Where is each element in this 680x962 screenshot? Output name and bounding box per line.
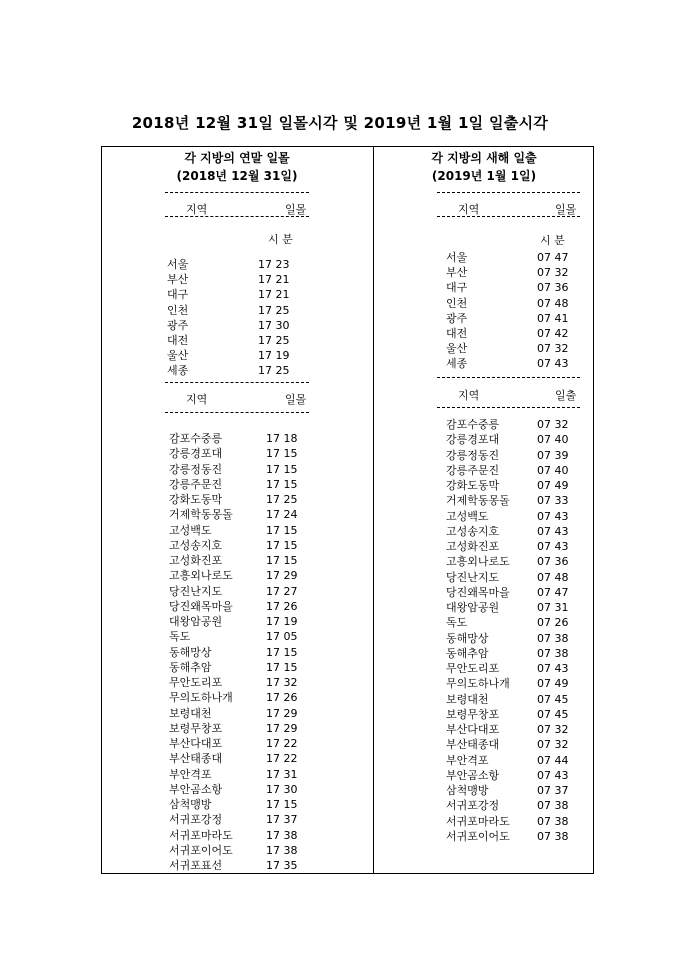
list-item <box>446 600 577 615</box>
sunset-subheading: (2018년 12월 31일) <box>176 169 298 183</box>
time-value: 17 25 <box>258 303 290 317</box>
time-value: 07 26 <box>537 616 569 630</box>
place-name: 강릉주문진 <box>446 463 500 477</box>
list-item <box>446 356 577 371</box>
time-value: 07 31 <box>537 601 569 614</box>
list-item <box>169 553 306 568</box>
list-item <box>169 690 306 705</box>
list-item <box>167 363 298 378</box>
list-item <box>167 348 298 363</box>
place-name: 고성백도 <box>446 509 489 523</box>
time-value: 17 25 <box>258 334 290 347</box>
time-value: 17 05 <box>266 630 298 644</box>
place-name: 고흥외나로도 <box>446 555 510 569</box>
time-value: 17 27 <box>266 584 298 598</box>
place-name: 부안격포 <box>446 753 489 767</box>
place-name: 강릉정동진 <box>446 448 500 462</box>
time-value: 07 49 <box>537 479 569 492</box>
list-item <box>169 645 306 660</box>
time-value: 17 29 <box>266 721 298 735</box>
place-name: 부안곰소항 <box>169 782 223 796</box>
place-name: 서귀포표선 <box>169 859 223 872</box>
place-name: 고성송지호 <box>446 524 500 538</box>
list-item <box>169 568 306 583</box>
place-name: 무의도하나개 <box>446 677 510 691</box>
time-value: 07 32 <box>537 266 569 280</box>
list-item <box>446 692 577 707</box>
list-item <box>169 660 306 675</box>
place-name: 무안도리포 <box>446 662 500 675</box>
list-item <box>169 828 306 843</box>
list-item <box>446 280 577 295</box>
time-value: 17 37 <box>266 813 298 827</box>
dashed-divider <box>437 192 580 193</box>
list-item <box>169 782 306 797</box>
time-value: 07 48 <box>537 296 569 310</box>
place-name: 보령무창포 <box>169 721 223 735</box>
list-item <box>169 797 306 812</box>
list-item <box>169 812 306 827</box>
place-name: 무안도리포 <box>169 676 223 689</box>
list-item <box>446 509 577 524</box>
place-name: 광주 <box>446 311 468 325</box>
sunrise-time-header-2: 일출 <box>555 389 577 402</box>
dashed-divider <box>437 407 580 408</box>
time-value: 17 15 <box>266 538 298 552</box>
place-name: 부산태종대 <box>446 738 500 752</box>
list-item <box>446 768 577 783</box>
time-value: 17 22 <box>266 752 298 766</box>
time-value: 07 43 <box>537 662 569 675</box>
time-value: 07 32 <box>537 723 569 736</box>
list-item <box>169 584 306 599</box>
time-value: 07 41 <box>537 311 569 325</box>
time-value: 17 29 <box>266 706 298 720</box>
time-value: 07 44 <box>537 753 569 767</box>
place-name: 부안곰소항 <box>446 768 500 782</box>
list-item <box>446 478 577 493</box>
time-value: 17 26 <box>266 599 298 613</box>
column-divider <box>373 146 374 874</box>
place-name: 인천 <box>446 296 468 310</box>
time-value: 17 21 <box>258 273 290 287</box>
place-name: 부산다대포 <box>446 723 500 736</box>
list-item <box>446 783 577 798</box>
time-value: 17 29 <box>266 569 298 583</box>
sunset-region-header: 지역 <box>186 203 208 216</box>
place-name: 대전 <box>446 327 468 340</box>
list-item <box>169 721 306 736</box>
time-value: 17 19 <box>266 615 298 628</box>
time-value: 07 49 <box>537 677 569 691</box>
place-name: 대전 <box>167 334 189 347</box>
time-value: 17 22 <box>266 737 298 750</box>
time-value: 17 19 <box>258 349 290 363</box>
sunrise-heading: 각 지방의 새해 일출 <box>431 151 537 165</box>
sunset-unit-label: 시 분 <box>268 233 293 246</box>
time-value: 17 32 <box>266 676 298 689</box>
list-item <box>169 446 306 461</box>
time-value: 17 24 <box>266 508 298 522</box>
list-item <box>169 629 306 644</box>
time-value: 17 15 <box>266 798 298 811</box>
place-name: 세종 <box>167 364 189 378</box>
place-name: 보령무창포 <box>446 707 500 721</box>
time-value: 07 38 <box>537 829 569 843</box>
list-item <box>446 661 577 676</box>
list-item <box>446 722 577 737</box>
sunrise-subheading: (2019년 1월 1일) <box>431 169 537 183</box>
list-item <box>169 751 306 766</box>
time-value: 17 38 <box>266 828 298 842</box>
time-value: 17 15 <box>266 477 298 491</box>
time-value: 07 43 <box>537 357 569 371</box>
place-name: 독도 <box>446 616 468 630</box>
dashed-divider <box>165 192 309 193</box>
sunset-heading: 각 지방의 연말 일몰 <box>184 151 290 165</box>
time-value: 07 32 <box>537 342 569 356</box>
sunrise-unit-label: 시 분 <box>540 234 565 247</box>
time-value: 07 32 <box>537 738 569 752</box>
place-name: 울산 <box>167 349 189 363</box>
place-name: 독도 <box>169 630 191 644</box>
place-name: 서귀포이어도 <box>446 829 510 843</box>
time-value: 17 25 <box>258 364 290 378</box>
list-item <box>446 737 577 752</box>
page-title: 2018년 12월 31일 일몰시각 및 2019년 1월 1일 일출시각 <box>131 114 549 132</box>
time-value: 17 31 <box>266 767 298 781</box>
place-name: 부산태종대 <box>169 752 223 766</box>
time-value: 17 21 <box>258 288 290 302</box>
time-value: 07 40 <box>537 433 569 447</box>
list-item <box>446 432 577 447</box>
place-name: 동해망상 <box>446 631 489 645</box>
list-item <box>169 492 306 507</box>
place-name: 대구 <box>167 288 189 302</box>
time-value: 07 45 <box>537 692 569 706</box>
time-value: 07 33 <box>537 494 569 508</box>
list-item <box>169 767 306 782</box>
list-item <box>446 676 577 691</box>
place-name: 강화도동막 <box>446 479 500 492</box>
list-item <box>169 843 306 858</box>
list-item <box>446 326 577 341</box>
list-item <box>446 524 577 539</box>
place-name: 서울 <box>446 251 468 264</box>
place-name: 삼척맹방 <box>446 784 489 797</box>
time-value: 07 45 <box>537 707 569 721</box>
place-name: 당진난지도 <box>446 570 500 584</box>
time-value: 07 38 <box>537 646 569 660</box>
sunrise-region-header: 지역 <box>458 203 480 216</box>
place-name: 삼척맹방 <box>169 798 212 811</box>
time-value: 07 43 <box>537 524 569 538</box>
list-item <box>446 296 577 311</box>
list-item <box>446 539 577 554</box>
list-item <box>446 631 577 646</box>
time-value: 17 15 <box>266 523 298 537</box>
place-name: 강릉경포대 <box>446 433 500 447</box>
sunrise-region-header-2: 지역 <box>458 389 480 402</box>
list-item <box>446 707 577 722</box>
place-name: 대왕암공원 <box>446 601 500 614</box>
time-value: 07 32 <box>537 418 569 431</box>
place-name: 강릉정동진 <box>169 462 223 476</box>
dashed-divider <box>437 377 580 378</box>
list-item <box>446 448 577 463</box>
place-name: 강릉주문진 <box>169 477 223 491</box>
list-item <box>167 257 298 272</box>
time-value: 07 47 <box>537 585 569 599</box>
list-item <box>169 736 306 751</box>
place-name: 울산 <box>446 342 468 356</box>
time-value: 17 15 <box>266 447 298 461</box>
time-value: 07 36 <box>537 555 569 569</box>
dashed-divider <box>437 216 580 217</box>
list-item <box>446 646 577 661</box>
place-name: 대구 <box>446 281 468 295</box>
list-item <box>167 333 298 348</box>
list-item <box>169 614 306 629</box>
dashed-divider <box>165 412 309 413</box>
sunset-region-header-2: 지역 <box>186 393 208 406</box>
list-item <box>446 585 577 600</box>
place-name: 대왕암공원 <box>169 615 223 628</box>
place-name: 서귀포강정 <box>446 799 500 813</box>
list-item <box>446 493 577 508</box>
list-item <box>167 318 298 333</box>
place-name: 거제학동몽돌 <box>446 494 510 508</box>
list-item <box>446 814 577 829</box>
place-name: 부안격포 <box>169 767 212 781</box>
list-item <box>167 287 298 302</box>
list-item <box>169 858 306 873</box>
time-value: 07 38 <box>537 799 569 813</box>
place-name: 강릉경포대 <box>169 447 223 461</box>
list-item <box>446 570 577 585</box>
list-item <box>446 341 577 356</box>
place-name: 동해추암 <box>169 660 212 674</box>
place-name: 보령대천 <box>446 692 489 706</box>
list-item <box>169 507 306 522</box>
list-item <box>446 829 577 844</box>
list-item <box>446 798 577 813</box>
place-name: 당진난지도 <box>169 584 223 598</box>
place-name: 거제학동몽돌 <box>169 508 233 522</box>
time-value: 07 47 <box>537 251 569 264</box>
place-name: 서울 <box>167 258 189 271</box>
time-value: 07 38 <box>537 814 569 828</box>
place-name: 광주 <box>167 318 189 332</box>
place-name: 감포수중릉 <box>169 432 223 445</box>
list-item <box>446 554 577 569</box>
time-value: 17 15 <box>266 660 298 674</box>
place-name: 고흥외나로도 <box>169 569 233 583</box>
time-value: 17 15 <box>266 645 298 659</box>
time-value: 07 43 <box>537 768 569 782</box>
sunset-time-header: 일몰 <box>285 203 307 216</box>
list-item <box>169 538 306 553</box>
list-item <box>169 523 306 538</box>
list-item <box>446 311 577 326</box>
place-name: 부산 <box>446 266 468 280</box>
time-value: 07 48 <box>537 570 569 584</box>
time-value: 07 42 <box>537 327 569 340</box>
place-name: 강화도동막 <box>169 493 223 506</box>
place-name: 당진왜목마을 <box>446 585 510 599</box>
list-item <box>169 599 306 614</box>
time-value: 17 18 <box>266 432 298 445</box>
place-name: 동해망상 <box>169 645 212 659</box>
time-value: 07 36 <box>537 281 569 295</box>
dashed-divider <box>165 216 309 217</box>
time-value: 17 30 <box>266 782 298 796</box>
list-item <box>446 250 577 265</box>
place-name: 감포수중릉 <box>446 418 500 431</box>
place-name: 부산 <box>167 273 189 287</box>
list-item <box>446 753 577 768</box>
time-value: 17 15 <box>266 462 298 476</box>
time-value: 17 15 <box>266 554 298 567</box>
place-name: 무의도하나개 <box>169 691 233 705</box>
sunset-time-header-2: 일몰 <box>285 393 307 406</box>
time-value: 07 40 <box>537 463 569 477</box>
place-name: 서귀포강정 <box>169 813 223 827</box>
place-name: 고성화진포 <box>169 554 223 567</box>
dashed-divider <box>165 382 309 383</box>
list-item <box>169 477 306 492</box>
list-item <box>446 615 577 630</box>
time-value: 07 37 <box>537 784 569 797</box>
place-name: 보령대천 <box>169 706 212 720</box>
time-value: 07 39 <box>537 448 569 462</box>
time-value: 07 43 <box>537 540 569 553</box>
place-name: 당진왜목마을 <box>169 599 233 613</box>
place-name: 고성백도 <box>169 523 212 537</box>
place-name: 부산다대포 <box>169 737 223 750</box>
place-name: 인천 <box>167 303 189 317</box>
list-item <box>169 706 306 721</box>
place-name: 서귀포이어도 <box>169 843 233 857</box>
list-item <box>167 303 298 318</box>
time-value: 17 30 <box>258 318 290 332</box>
place-name: 서귀포마라도 <box>169 828 233 842</box>
place-name: 고성화진포 <box>446 540 500 553</box>
place-name: 동해추암 <box>446 646 489 660</box>
time-value: 17 35 <box>266 859 298 872</box>
time-value: 17 23 <box>258 258 290 271</box>
list-item <box>169 675 306 690</box>
list-item <box>446 463 577 478</box>
list-item <box>169 431 306 446</box>
place-name: 고성송지호 <box>169 538 223 552</box>
time-value: 07 43 <box>537 509 569 523</box>
place-name: 서귀포마라도 <box>446 814 510 828</box>
list-item <box>167 272 298 287</box>
time-value: 17 25 <box>266 493 298 506</box>
list-item <box>446 417 577 432</box>
place-name: 세종 <box>446 357 468 371</box>
sunrise-time-header: 일몰 <box>555 203 577 216</box>
time-value: 07 38 <box>537 631 569 645</box>
list-item <box>446 265 577 280</box>
time-value: 17 26 <box>266 691 298 705</box>
list-item <box>169 462 306 477</box>
time-value: 17 38 <box>266 843 298 857</box>
